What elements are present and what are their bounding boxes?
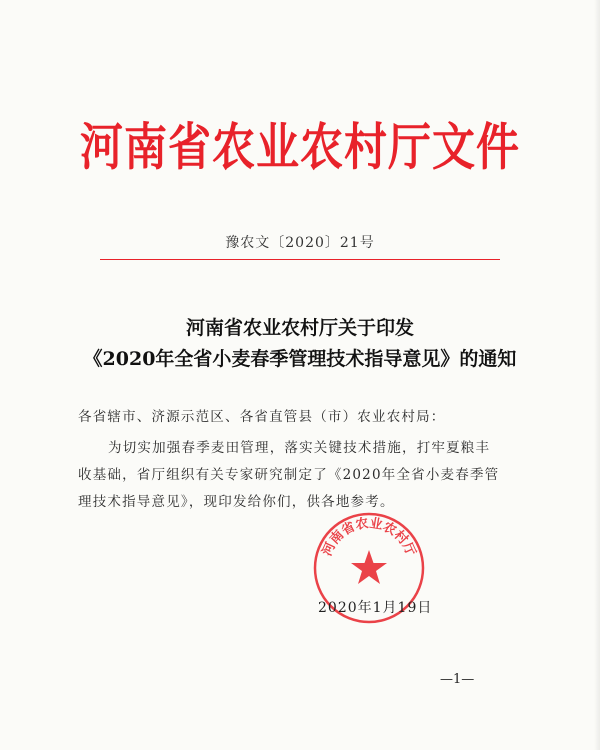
document-number: 豫农文〔2020〕21号 bbox=[225, 235, 375, 251]
body-paragraph-line-3: 理技术指导意见》，现印发给你们，供各地参考。 bbox=[78, 494, 395, 510]
body-paragraph-line-2: 收基础，省厅组织有关专家研究制定了《2020年全省小麦春季管 bbox=[78, 467, 500, 483]
seal-star-icon bbox=[351, 550, 387, 584]
notice-title-line-1: 河南省农业农村厅关于印发 bbox=[185, 317, 414, 339]
page-number: —1— bbox=[440, 672, 475, 687]
issue-date: 2020年1月19日 bbox=[318, 600, 433, 616]
body-paragraph-line-1: 为切实加强春季麦田管理，落实关键技术措施，打牢夏粮丰 bbox=[108, 440, 491, 456]
notice-title-line-2: 《2020年全省小麦春季管理技术指导意见》的通知 bbox=[83, 348, 517, 370]
red-divider-line bbox=[100, 259, 500, 260]
seal-text: 河南省农业农村厅 bbox=[319, 516, 419, 559]
document-header-title: 河南省农业农村厅文件 bbox=[80, 118, 520, 178]
salutation: 各省辖市、济源示范区、各省直管县（市）农业农村局： bbox=[78, 409, 446, 425]
page-edge-shadow bbox=[594, 0, 600, 750]
